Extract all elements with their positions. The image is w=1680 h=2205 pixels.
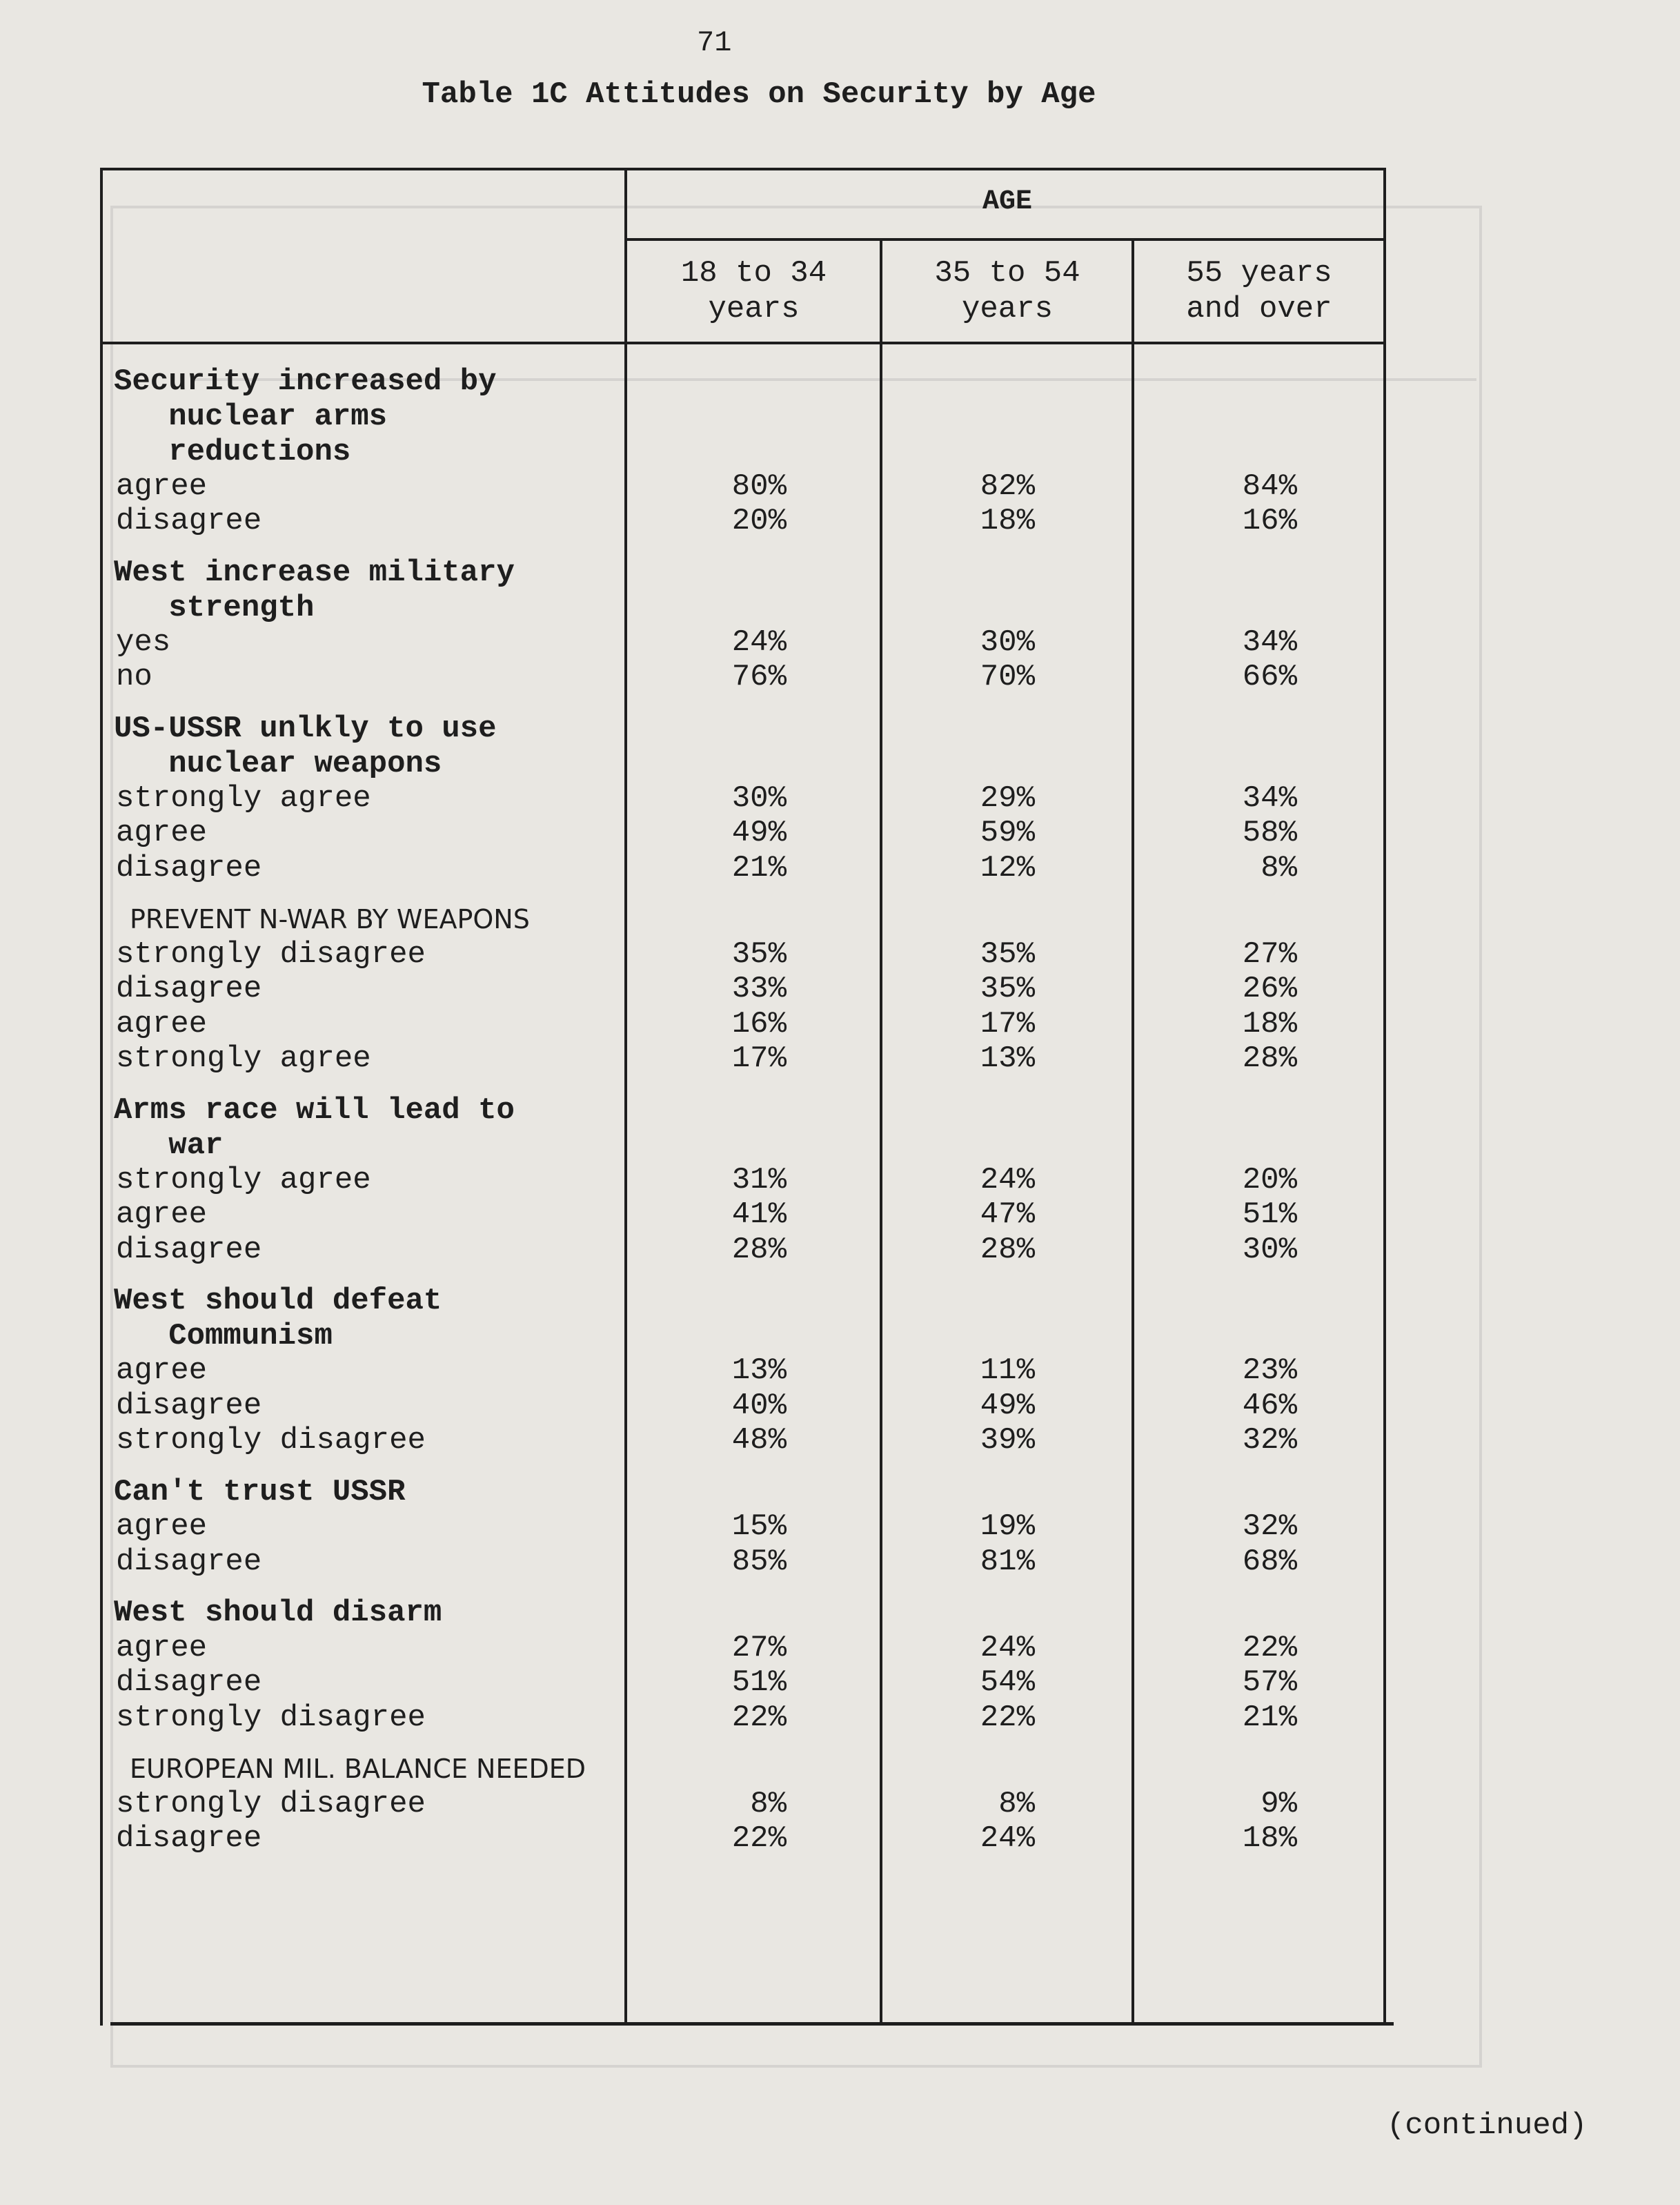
row-label: strongly agree xyxy=(116,781,371,816)
row-label: strongly disagree xyxy=(116,1700,426,1735)
table-row xyxy=(0,1821,1680,1856)
page-number: 71 xyxy=(697,26,732,59)
cell-value: 22% xyxy=(980,1700,1035,1735)
cell-value: 84% xyxy=(1242,469,1297,504)
continued-note: (continued) xyxy=(1387,2108,1588,2143)
cell-value: 28% xyxy=(1242,1041,1297,1076)
table-row xyxy=(0,1545,1680,1580)
cell-value: 16% xyxy=(1242,504,1297,538)
table-row xyxy=(0,1163,1680,1198)
cell-value: 68% xyxy=(1242,1544,1297,1579)
row-label: disagree xyxy=(116,972,262,1006)
table-row xyxy=(0,504,1680,539)
row-label: strongly disagree xyxy=(116,937,426,972)
table-row xyxy=(0,625,1680,660)
cell-value: 30% xyxy=(731,781,787,816)
cell-value: 35% xyxy=(980,937,1035,972)
cell-value: 49% xyxy=(731,816,787,850)
cell-value: 8% xyxy=(1261,850,1297,885)
cell-value: 17% xyxy=(980,1006,1035,1041)
cell-value: 21% xyxy=(1242,1700,1297,1735)
row-label: agree xyxy=(116,1006,208,1041)
cell-value: 51% xyxy=(731,1665,787,1700)
cell-value: 12% xyxy=(980,850,1035,885)
cell-value: 20% xyxy=(1242,1162,1297,1197)
cell-value: 33% xyxy=(731,972,787,1006)
cell-value: 19% xyxy=(980,1509,1035,1544)
section-heading: Security increased by nuclear arms reductions xyxy=(114,364,497,469)
cell-value: 39% xyxy=(980,1423,1035,1458)
cell-value: 51% xyxy=(1242,1197,1297,1232)
cell-value: 30% xyxy=(1242,1232,1297,1267)
row-label: agree xyxy=(116,816,208,850)
section-heading: US-USSR unlkly to use nuclear weapons xyxy=(114,711,497,781)
cell-value: 13% xyxy=(980,1041,1035,1076)
row-label: disagree xyxy=(116,1232,262,1267)
cell-value: 27% xyxy=(731,1630,787,1665)
row-label: agree xyxy=(116,1197,208,1232)
cell-value: 28% xyxy=(980,1232,1035,1267)
table-row xyxy=(0,1007,1680,1042)
cell-value: 16% xyxy=(731,1006,787,1041)
cell-value: 34% xyxy=(1242,625,1297,660)
table-row xyxy=(0,1233,1680,1268)
cell-value: 41% xyxy=(731,1197,787,1232)
cell-value: 22% xyxy=(731,1700,787,1735)
table-row xyxy=(0,1197,1680,1233)
row-label: agree xyxy=(116,1509,208,1544)
cell-value: 26% xyxy=(1242,972,1297,1006)
cell-value: 49% xyxy=(980,1388,1035,1423)
cell-value: 35% xyxy=(980,972,1035,1006)
label-column-divider xyxy=(624,168,627,2026)
row-label: disagree xyxy=(116,850,262,885)
table-row xyxy=(0,1787,1680,1822)
cell-value: 66% xyxy=(1242,660,1297,694)
cell-value: 31% xyxy=(731,1162,787,1197)
row-label: strongly agree xyxy=(116,1041,371,1076)
cell-value: 57% xyxy=(1242,1665,1297,1700)
row-label: agree xyxy=(116,1630,208,1665)
cell-value: 11% xyxy=(980,1353,1035,1388)
column-header-55-over: 55 years and over xyxy=(1186,256,1332,326)
age-group-header: AGE xyxy=(982,186,1032,217)
cell-value: 48% xyxy=(731,1423,787,1458)
table-row xyxy=(0,851,1680,886)
cell-value: 35% xyxy=(731,937,787,972)
cell-value: 32% xyxy=(1242,1423,1297,1458)
table-row xyxy=(0,1423,1680,1458)
cell-value: 23% xyxy=(1242,1353,1297,1388)
column-header-35-54: 35 to 54 years xyxy=(934,256,1080,326)
column-header-18-34: 18 to 34 years xyxy=(680,256,827,326)
table-row xyxy=(0,816,1680,851)
cell-value: 13% xyxy=(731,1353,787,1388)
table-row xyxy=(0,937,1680,972)
section-heading: West should defeat Communism xyxy=(114,1284,442,1353)
row-label: no xyxy=(116,660,152,694)
table-left-border xyxy=(100,168,103,2026)
table-top-border xyxy=(100,168,1385,170)
cell-value: 24% xyxy=(980,1821,1035,1856)
table-row xyxy=(0,781,1680,816)
cell-value: 20% xyxy=(731,504,787,538)
row-label: agree xyxy=(116,1353,208,1388)
table-row xyxy=(0,660,1680,695)
table-row xyxy=(0,1389,1680,1424)
cell-value: 22% xyxy=(1242,1630,1297,1665)
cell-value: 18% xyxy=(980,504,1035,538)
cell-value: 28% xyxy=(731,1232,787,1267)
cell-value: 30% xyxy=(980,625,1035,660)
cell-value: 54% xyxy=(980,1665,1035,1700)
table-title: Table 1C Attitudes on Security by Age xyxy=(422,77,1096,112)
cell-value: 18% xyxy=(1242,1821,1297,1856)
cell-value: 24% xyxy=(980,1630,1035,1665)
table-bottom-border xyxy=(110,2022,1394,2026)
cell-value: 76% xyxy=(731,660,787,694)
cell-value: 29% xyxy=(980,781,1035,816)
section-heading: West increase military strength xyxy=(114,555,515,625)
section-heading: EUROPEAN MIL. BALANCE NEEDED xyxy=(130,1754,586,1784)
row-label: agree xyxy=(116,469,208,504)
table-row xyxy=(0,972,1680,1007)
section-heading: Arms race will lead to war xyxy=(114,1092,515,1163)
age-group-rule xyxy=(624,238,1385,241)
cell-value: 40% xyxy=(731,1388,787,1423)
cell-value: 24% xyxy=(980,1162,1035,1197)
section-heading: PREVENT N-WAR BY WEAPONS xyxy=(130,904,530,934)
cell-value: 47% xyxy=(980,1197,1035,1232)
cell-value: 17% xyxy=(731,1041,787,1076)
cell-value: 21% xyxy=(731,850,787,885)
cell-value: 70% xyxy=(980,660,1035,694)
table-row xyxy=(0,1701,1680,1736)
cell-value: 82% xyxy=(980,469,1035,504)
table-row xyxy=(0,1509,1680,1545)
row-label: strongly agree xyxy=(116,1162,371,1197)
cell-value: 24% xyxy=(731,625,787,660)
row-label: disagree xyxy=(116,1821,262,1856)
cell-value: 8% xyxy=(998,1786,1035,1821)
cell-value: 15% xyxy=(731,1509,787,1544)
table-row xyxy=(0,1353,1680,1389)
section-heading: Can't trust USSR xyxy=(114,1474,406,1509)
row-label: disagree xyxy=(116,1544,262,1579)
row-label: disagree xyxy=(116,1388,262,1423)
cell-value: 27% xyxy=(1242,937,1297,972)
header-bottom-rule xyxy=(100,342,1385,344)
row-label: disagree xyxy=(116,1665,262,1700)
section-heading: West should disarm xyxy=(114,1596,442,1630)
cell-value: 46% xyxy=(1242,1388,1297,1423)
cell-value: 8% xyxy=(750,1786,787,1821)
cell-value: 22% xyxy=(731,1821,787,1856)
table-right-border xyxy=(1383,168,1386,2026)
row-label: yes xyxy=(116,625,171,660)
cell-value: 32% xyxy=(1242,1509,1297,1544)
cell-value: 58% xyxy=(1242,816,1297,850)
row-label: strongly disagree xyxy=(116,1786,426,1821)
table-row xyxy=(0,1631,1680,1666)
table-row xyxy=(0,1041,1680,1077)
row-label: strongly disagree xyxy=(116,1423,426,1458)
table-row xyxy=(0,1665,1680,1701)
cell-value: 18% xyxy=(1242,1006,1297,1041)
cell-value: 81% xyxy=(980,1544,1035,1579)
cell-value: 34% xyxy=(1242,781,1297,816)
table-row xyxy=(0,469,1680,504)
cell-value: 9% xyxy=(1261,1786,1297,1821)
cell-value: 85% xyxy=(731,1544,787,1579)
row-label: disagree xyxy=(116,504,262,538)
cell-value: 59% xyxy=(980,816,1035,850)
cell-value: 80% xyxy=(731,469,787,504)
